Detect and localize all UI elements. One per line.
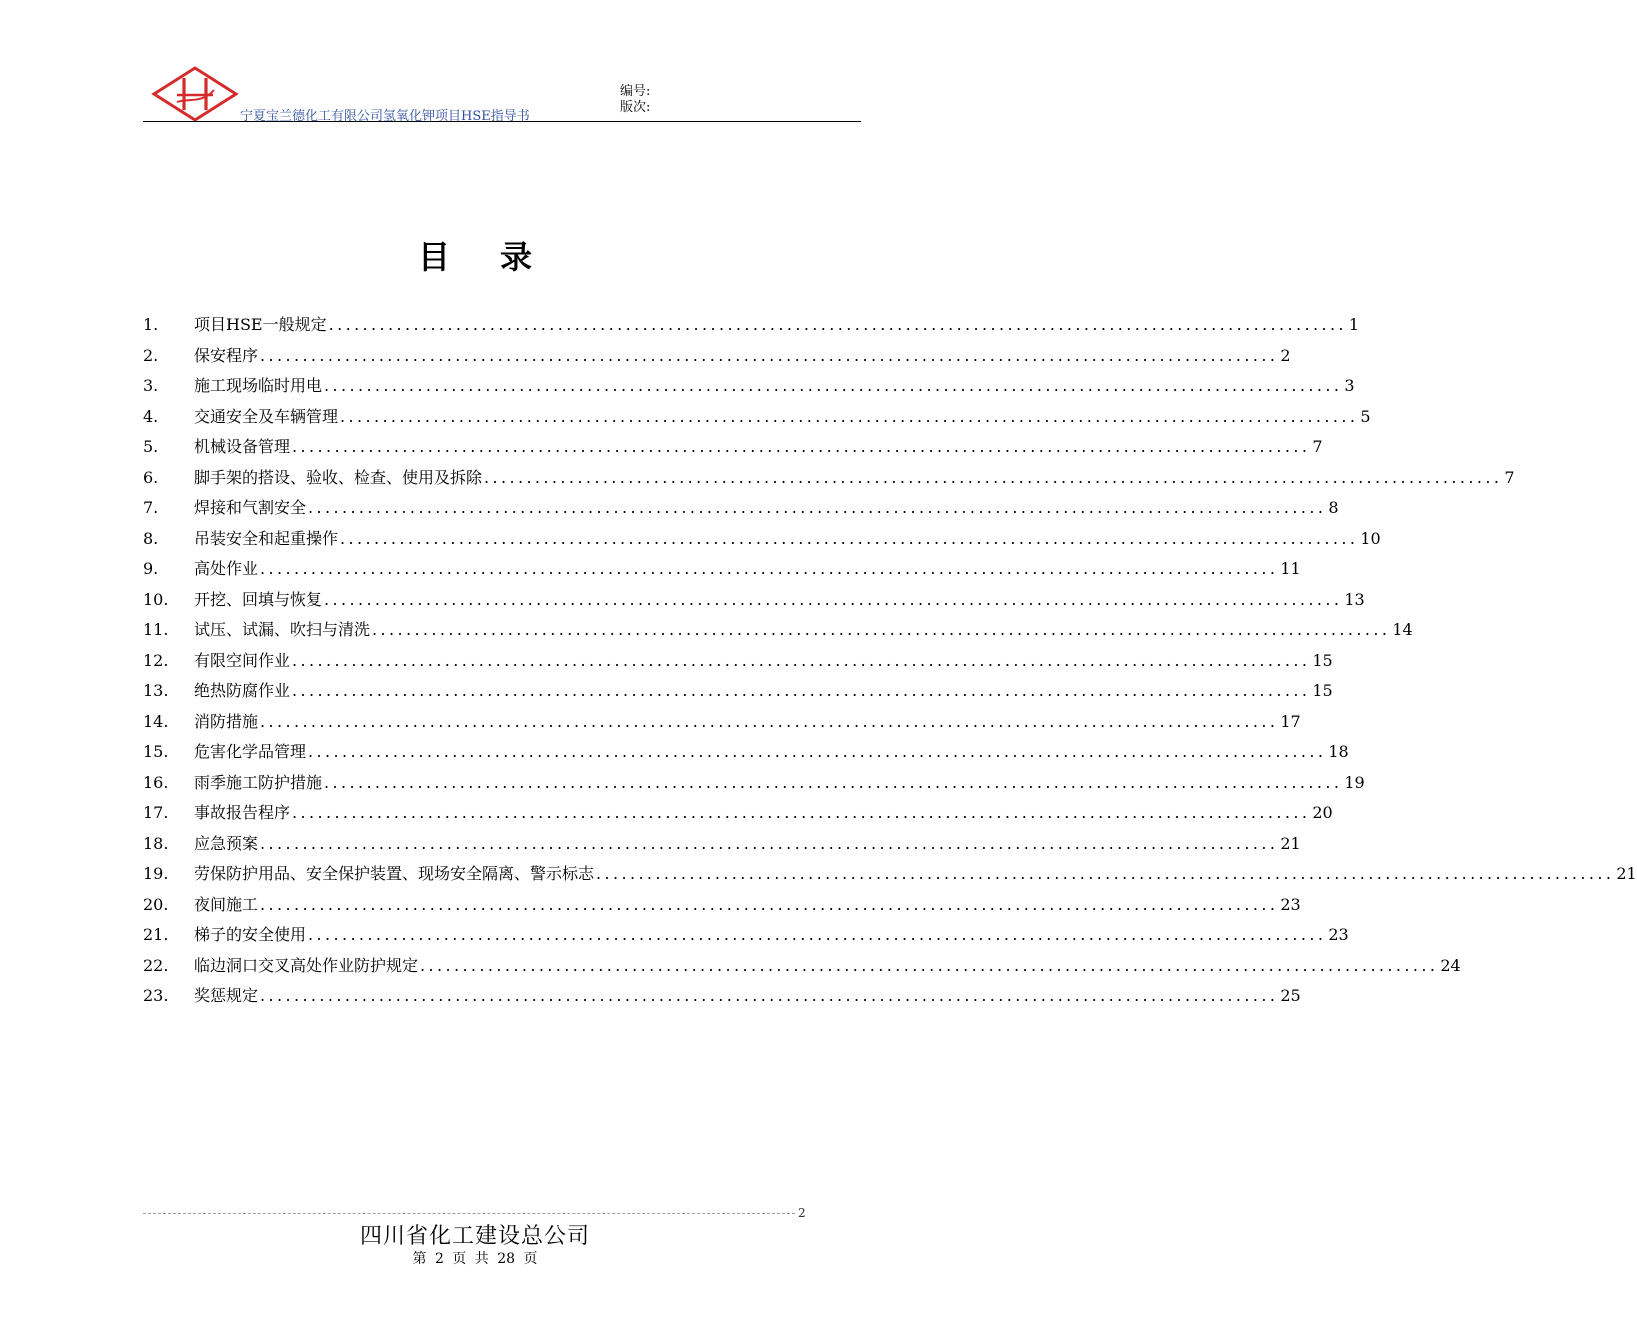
toc-entry-page: 23 (1328, 925, 1349, 944)
toc-entry-title: 劳保防护用品、安全保护装置、现场安全隔离、警示标志 (194, 864, 595, 883)
toc-dot-leader: ........................................................................................................................ (260, 833, 1279, 853)
header-company-project: 宁夏宝兰德化工有限公司氢氧化钾项目HSE指导书 (240, 109, 530, 124)
toc-entry-number: 4. (143, 406, 159, 426)
toc-entry-number: 2. (143, 345, 159, 365)
toc-entry[interactable] (143, 890, 1301, 921)
toc-entry[interactable] (143, 798, 1333, 829)
toc-entry[interactable] (143, 493, 1339, 524)
toc-entry-title: 奖惩规定 (194, 986, 259, 1005)
toc-entry-page: 21 (1280, 833, 1301, 853)
toc-entry-page: 13 (1344, 589, 1365, 609)
toc-entry[interactable] (143, 371, 1355, 402)
toc-entry[interactable] (143, 981, 1301, 1012)
toc-entry-title: 吊装安全和起重操作 (194, 528, 339, 548)
toc-dot-leader: ........................................................................................................................ (324, 376, 1343, 395)
toc-dot-leader: ........................................................................................................................ (308, 925, 1327, 944)
toc-dot-leader: ........................................................................................................................ (308, 498, 1327, 517)
toc-dot-leader: ........................................................................................................................ (324, 772, 1343, 792)
toc-entry-number: 17. (143, 803, 169, 822)
toc-entry-page: 23 (1280, 894, 1301, 914)
toc-entry-title: 应急预案 (194, 833, 259, 853)
document-number-label: 编号: (620, 84, 651, 99)
toc-entry-title: 试压、试漏、吹扫与清洗 (194, 620, 371, 639)
toc-entry-page: 1 (1348, 315, 1360, 334)
toc-entry-title: 高处作业 (194, 559, 259, 578)
toc-entry-title: 危害化学品管理 (194, 742, 307, 761)
toc-entry-page: 21 (1616, 864, 1637, 883)
toc-entry-page: 3 (1344, 376, 1355, 395)
toc-entry[interactable] (143, 402, 1371, 433)
footer-divider (143, 1213, 795, 1214)
toc-entry[interactable] (143, 524, 1381, 555)
toc-entry-title: 雨季施工防护措施 (194, 772, 323, 792)
toc-entry[interactable] (143, 615, 1413, 646)
toc-dot-leader: ........................................................................................................................ (484, 467, 1503, 487)
toc-entry-page: 14 (1392, 620, 1413, 639)
toc-dot-leader: ........................................................................................................................ (340, 406, 1359, 426)
toc-entry-number: 18. (143, 833, 169, 853)
page-number-mark: 2 (798, 1206, 806, 1220)
toc-entry-number: 20. (143, 894, 169, 914)
toc-entry[interactable] (143, 737, 1349, 768)
toc-entry-page: 5 (1360, 406, 1371, 426)
toc-entry-number: 13. (143, 681, 169, 700)
header-divider (143, 121, 861, 122)
toc-dot-leader: ........................................................................................................................ (324, 589, 1343, 609)
document-meta (620, 84, 650, 116)
toc-dot-leader: ........................................................................................................................ (292, 681, 1311, 700)
toc-dot-leader: ........................................................................................................................ (292, 437, 1311, 456)
toc-entry-page: 25 (1280, 986, 1301, 1005)
toc-entry-title: 焊接和气割安全 (194, 498, 307, 517)
toc-entry-page: 15 (1312, 681, 1333, 700)
toc-entry-title: 交通安全及车辆管理 (194, 406, 339, 426)
toc-entry-title: 有限空间作业 (194, 650, 291, 670)
toc-entry-number: 12. (143, 650, 169, 670)
toc-entry-page: 15 (1312, 650, 1333, 670)
toc-entry[interactable] (143, 859, 1637, 890)
toc-entry-page: 18 (1328, 742, 1349, 761)
footer-page-info: 第 2 页 共 28 页 (412, 1251, 538, 1267)
toc-entry-page: 19 (1344, 772, 1365, 792)
toc-entry-number: 14. (143, 711, 169, 731)
toc-entry-page: 17 (1280, 711, 1301, 731)
toc-entry-number: 5. (143, 437, 159, 456)
toc-entry-number: 3. (143, 376, 159, 395)
toc-entry-number: 22. (143, 955, 169, 975)
toc-entry[interactable] (143, 341, 1291, 372)
toc-entry-title: 保安程序 (194, 345, 259, 365)
toc-entry-number: 21. (143, 925, 169, 944)
toc-entry-number: 23. (143, 986, 169, 1005)
toc-entry-number: 10. (143, 589, 169, 609)
toc-entry-page: 10 (1360, 528, 1381, 548)
toc-entry[interactable] (143, 829, 1301, 860)
toc-entry-title: 开挖、回填与恢复 (194, 589, 323, 609)
toc-entry-page: 24 (1440, 955, 1461, 975)
toc-entry-page: 20 (1312, 803, 1333, 822)
toc-dot-leader: ........................................................................................................................ (340, 528, 1359, 548)
toc-entry-title: 项目HSE一般规定 (194, 315, 327, 334)
toc-entry[interactable] (143, 463, 1515, 494)
toc-entry-title: 绝热防腐作业 (194, 681, 291, 700)
toc-entry-page: 8 (1328, 498, 1339, 517)
toc-dot-leader: ........................................................................................................................ (260, 711, 1279, 731)
toc-dot-leader: ........................................................................................................................ (292, 650, 1311, 670)
company-logo-icon (152, 66, 238, 122)
toc-entry-title: 事故报告程序 (194, 803, 291, 822)
toc-entry[interactable] (143, 554, 1301, 585)
toc-entry-number: 9. (143, 559, 159, 578)
toc-entry-number: 19. (143, 864, 169, 883)
toc-entry-title: 梯子的安全使用 (194, 925, 307, 944)
toc-entry-title: 机械设备管理 (194, 437, 291, 456)
toc-entry-number: 15. (143, 742, 169, 761)
footer-company: 四川省化工建设总公司 (359, 1224, 590, 1249)
toc-entry-page: 7 (1504, 467, 1515, 487)
toc-dot-leader: ........................................................................................................................ (372, 620, 1391, 639)
table-of-contents (143, 310, 1637, 1012)
toc-entry[interactable] (143, 432, 1323, 463)
toc-entry[interactable] (143, 585, 1365, 616)
toc-entry-page: 11 (1280, 559, 1301, 578)
toc-entry-title: 施工现场临时用电 (194, 376, 323, 395)
toc-entry-title: 消防措施 (194, 711, 259, 731)
toc-entry-title: 脚手架的搭设、验收、检查、使用及拆除 (194, 467, 483, 487)
toc-entry[interactable] (143, 920, 1349, 951)
toc-entry[interactable] (143, 707, 1301, 738)
toc-entry-page: 7 (1312, 437, 1323, 456)
toc-entry-number: 11. (143, 620, 169, 639)
toc-dot-leader: ........................................................................................................................ (292, 803, 1311, 822)
toc-entry-number: 6. (143, 467, 159, 487)
toc-entry-page: 2 (1280, 345, 1291, 365)
toc-dot-leader: ........................................................................................................................ (308, 742, 1327, 761)
toc-entry[interactable] (143, 310, 1360, 341)
toc-dot-leader: ........................................................................................................................ (328, 315, 1347, 334)
page-header (0, 0, 950, 125)
toc-dot-leader: ........................................................................................................................ (260, 345, 1279, 365)
toc-entry[interactable] (143, 951, 1461, 982)
document-version-label: 版次: (620, 100, 651, 115)
toc-dot-leader: ........................................................................................................................ (260, 894, 1279, 914)
toc-dot-leader: ........................................................................................................................ (260, 559, 1279, 578)
toc-entry-number: 16. (143, 772, 169, 792)
toc-entry-number: 7. (143, 498, 159, 517)
toc-entry-number: 8. (143, 528, 159, 548)
toc-entry-title: 夜间施工 (194, 894, 259, 914)
toc-dot-leader: ........................................................................................................................ (260, 986, 1279, 1005)
toc-entry[interactable] (143, 676, 1333, 707)
toc-dot-leader: ........................................................................................................................ (420, 955, 1439, 975)
toc-dot-leader: ........................................................................................................................ (596, 864, 1615, 883)
toc-entry[interactable] (143, 646, 1333, 677)
toc-entry[interactable] (143, 768, 1365, 799)
toc-entry-title: 临边洞口交叉高处作业防护规定 (194, 955, 419, 975)
toc-title: 目录 (417, 238, 582, 276)
toc-entry-number: 1. (143, 315, 159, 334)
